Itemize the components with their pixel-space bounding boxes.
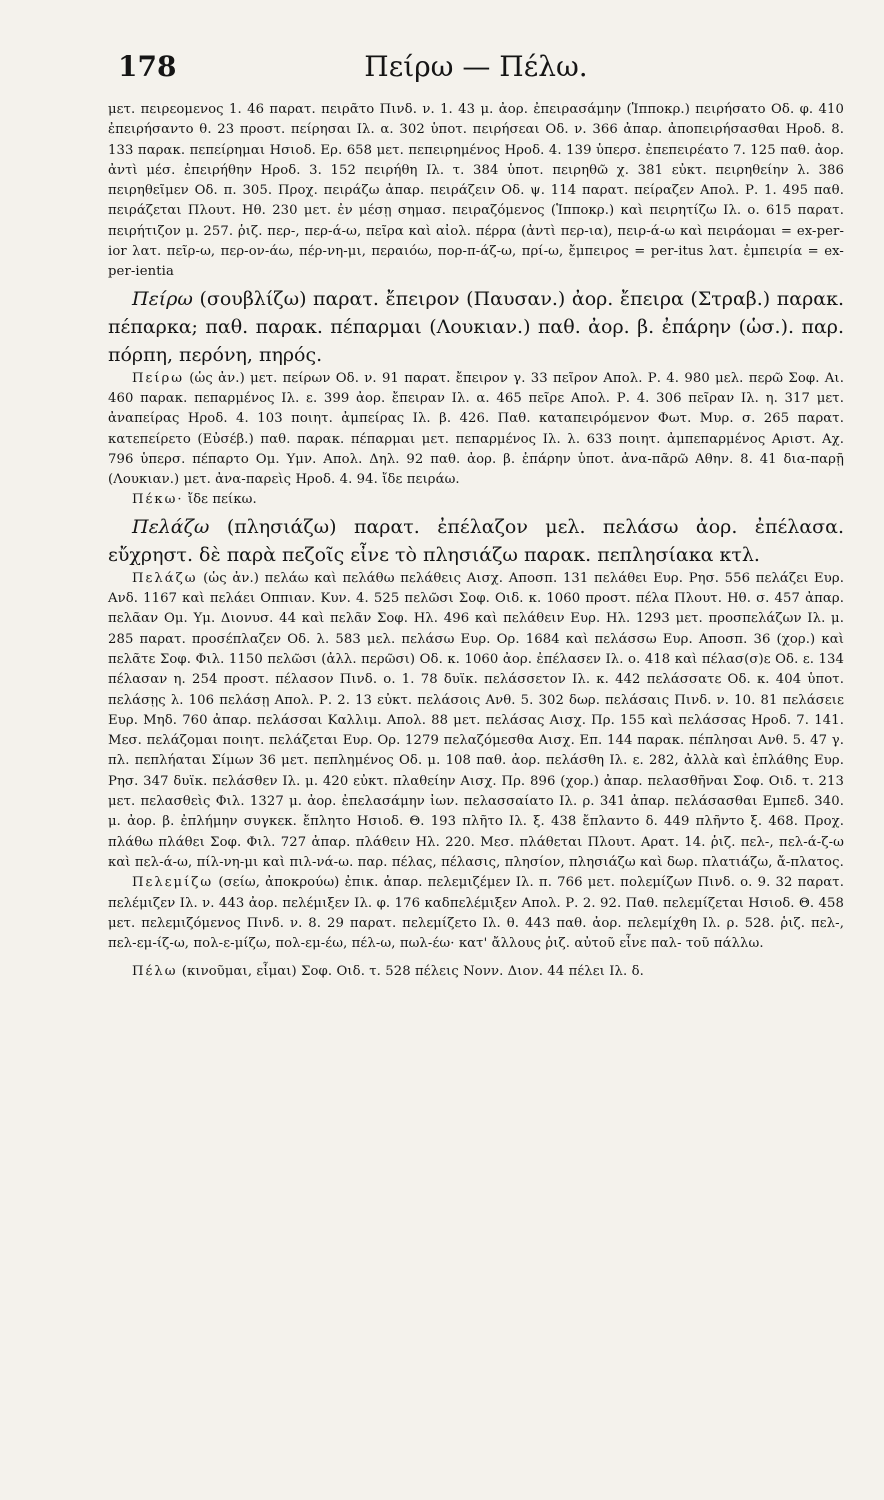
body-text: (ὡς ἀν.) πελάω καὶ πελάθω πελάθεις Αισχ. Αποσπ. 131 πελάθει Ευρ. Ρησ. 556 πελάζει Ευρ. Ανδ. 1167 καὶ πελάει Οππιαν. Κυν. 4. 525 πελῶσι Σοφ. Οιδ. κ. 1060 προστ. πέλα Πλουτ. Ηθ. σ. 457 ἀπαρ. πελᾶαν Ομ. Υμ. Διονυσ. 44 καὶ πελᾶν Σοφ. Ηλ. 496 καὶ πελάθειν Ευρ. Ηλ. 1293 μετ. προσπελάζων Ιλ. μ. 285 παρατ. προσέπλαζεν Οδ. λ. 583 μελ. πελάσω Ευρ. Ορ. 1684 καὶ πελάσσω Ευρ. Αποσπ. 36 (χορ.) καὶ πελᾶτε Σοφ. Φιλ. 1150 πελῶσι (ἀλλ. περῶσι) Οδ. κ. 1060 ἀορ. ἐπέλασεν Ιλ. ο. 418 καὶ πέλασ(σ)ε Οδ. ε. 134 πέλασαν η. 254 προστ. πέλασον Πινδ. ο. 1. 78 δυϊκ. πελάσσετον Ιλ. κ. 442 πελάσσατε Οδ. κ. 404 ὑποτ. πελάσῃς λ. 106 πελάσῃ Απολ. Ρ. 2. 13 εὐκτ. πελάσοις Ανθ. 5. 302 δωρ. πελάσαις Πινδ. ν. 10. 81 πελάσειε Ευρ. Μηδ. 760 ἀπαρ. πελάσσαι Καλλιμ. Απολ. 88 μετ. πελάσας Αισχ. Πρ. 155 καὶ πελάσσας Ηροδ. 7. 141. Μεσ. πελάζομαι ποιητ. πελάζεται Ευρ. Ορ. 1279 πελαζόμεσθα Αισχ. Επ. 144 παρακ. πέπλησαι Ανθ. 5. 47 γ. πλ. πεπλήαται Σίμων 36 μετ. πεπλημένος Οδ. μ. 108 παθ. ἀορ. πελάσθη Ιλ. ε. 282, ἀλλὰ καὶ ἐπλάθης Ευρ. Ρησ. 347 δυϊκ. πελάσθεν Ιλ. μ. 420 εὐκτ. πλαθείην Αισχ. Πρ. 896 (χορ.) ἀπαρ. πελασθῆναι Σοφ. Οιδ. τ. 213 μετ. πελασθεὶς Φιλ. 1327 μ. ἀορ. ἐπελασάμην ἰων. πελασσαίατο Ιλ. ρ. 341 ἀπαρ. πελάσασθαι Εμπεδ. 340. μ. ἀορ. β. ἐπλήμην συγκεκ. ἔπλητο Ησιοδ. Θ. 193 πλῆτο Ιλ. ξ. 438 ἔπλαντο δ. 449 πλῆντο ξ. 468. Προχ. πλάθω πλάθει Σοφ. Φιλ. 727 ἀπαρ. πλάθειν Ηλ. 220. Μεσ. πλάθεται Πλουτ. Αρατ. 14. ῥιζ. πελ-, πελ-ά-ζ-ω καὶ πελ-ά-ω, πίλ-νη-μι καὶ πιλ-νά-ω. παρ. πέλας, πέλασις, πλησίον, πλησιάζω καὶ δωρ. πλατιάζω, ἄ-πλατος. (108, 570, 845, 870)
entry-pelemizo (108, 873, 844, 954)
headword-definition: (σουβλίζω) παρατ. ἔπειρον (Παυσαν.) ἀορ. ἔπειρα (Στραβ.) παρακ. πέπαρκα; παθ. παρακ. πέπαρμαι (Λουκιαν.) παθ. ἀορ. β. ἐπάρην (ὡσ.). παρ. πόρπη, περόνη, πηρός. (108, 287, 845, 366)
body-lemma: Πελάζω (132, 570, 198, 586)
body-lemma: Πέλω (132, 964, 178, 980)
entry-peiro-continuation: μετ. πειρεομενος 1. 46 παρατ. πειρᾶτο Πινδ. ν. 1. 43 μ. ἀορ. ἐπειρασάμην (Ἱπποκρ.) πειρήσατο Οδ. φ. 410 ἐπειρήσαντο θ. 23 προστ. πείρησαι Ιλ. α. 302 ὑποτ. πειρήσεαι Οδ. ν. 366 ἀπαρ. ἀποπειρήσασθαι Ηροδ. 8. 133 παρακ. πεπείρημαι Ησιοδ. Ερ. 658 μετ. πεπειρημένος Ηροδ. 4. 139 ὑπερσ. ἐπεπειρέατο 7. 125 παθ. ἀορ. ἀντὶ μέσ. ἐπειρήθην Ηροδ. 3. 152 πειρήθη Ιλ. τ. 384 ὑποτ. πειρηθῶ χ. 381 εὐκτ. πειρηθείην λ. 386 πειρηθεῖμεν Οδ. π. 305. Προχ. πειράζω ἀπαρ. πειράζειν Οδ. ψ. 114 παρατ. πείραζεν Απολ. Ρ. 1. 495 παθ. πειράζεται Πλουτ. Ηθ. 230 μετ. ἐν μέσῃ σημασ. πειραζόμενος (Ἱπποκρ.) καὶ πειρητίζω Ιλ. ο. 615 παρατ. πειρήτιζον μ. 257. ῥιζ. περ-, περ-ά-ω, πεῖρα καὶ αἰολ. πέρρα (ἀντὶ περ-ια), πειρ-ά-ω καὶ πειράομαι = ex-per-ior λατ. πεῖρ-ω, περ-ον-άω, πέρ-νη-μι, περαιόω, πορ-π-άζ-ω, πρί-ω, ἔμπειρος = per-itus λατ. ἐμπειρία = ex-per-ientia (108, 102, 844, 280)
body-lemma: Πείρω (132, 370, 185, 386)
page-header (108, 50, 844, 100)
body-text: ἴδε πείκω. (187, 492, 257, 508)
body-text: (κινοῦμαι, εἶμαι) Σοφ. Οιδ. τ. 528 πέλεις Νονν. Διον. 44 πέλει Ιλ. δ. (181, 964, 644, 980)
entry-peiro-pierce-body (108, 369, 844, 491)
entry-peiro-pierce-headword (108, 285, 844, 369)
body-lemma: Πελεμίζω (132, 875, 214, 891)
page-number: 178 (118, 50, 177, 83)
body-text: (ὡς ἀν.) μετ. πείρων Οδ. ν. 91 παρατ. ἔπειρον γ. 33 πεῖρον Απολ. Ρ. 4. 980 μελ. περῶ Σοφ. Αι. 460 παρακ. πεπαρμένος Ιλ. ε. 399 ἀορ. ἔπειραν Ιλ. α. 465 πεῖρε Απολ. Ρ. 4. 306 πεῖραν Ιλ. η. 317 μετ. ἀναπείρας Ηροδ. 4. 103 ποιητ. ἀμπείρας Ιλ. β. 426. Παθ. καταπειρόμενον Φωτ. Μυρ. σ. 265 παρατ. κατεπείρετο (Εὐσέβ.) παθ. παρακ. πέπαρμαι μετ. πεπαρμένος Ιλ. λ. 633 ποιητ. ἀμπεπαρμένος Αριστ. Αχ. 796 ὑπερσ. πέπαρτο Ομ. Υμν. Απολ. Δηλ. 92 παθ. ἀορ. β. ἐπάρην ὑποτ. ἀνα-πᾶρῶ Αθην. 8. 41 δια-παρῇ (Λουκιαν.) μετ. ἀνα-παρεὶς Ηροδ. 4. 94. ἴδε πειράω. (108, 370, 844, 488)
entry-peko (108, 490, 844, 510)
running-head: Πείρω — Πέλω. (364, 50, 588, 83)
body-lemma: Πέκω· (132, 492, 184, 508)
body-text: (σείω, ἀποκρούω) ἐπικ. ἀπαρ. πελεμιζέμεν Ιλ. π. 766 μετ. πολεμίζων Πινδ. ο. 9. 32 παρατ. πελέμιζεν Ιλ. ν. 443 ἀορ. πελέμιξεν Ιλ. φ. 176 καδπελέμιξεν Απολ. Ρ. 2. 92. Παθ. πελεμίζεται Ησιοδ. Θ. 458 μετ. πελεμιζόμενος Πινδ. ν. 8. 29 παρατ. πελεμίζετο Ιλ. θ. 443 παθ. ἀορ. πελεμίχθη Ιλ. ρ. 528. ῥιζ. πελ-, πελ-εμ-ίζ-ω, πολ-ε-μίζω, πολ-εμ-έω, πέλ-ω, πωλ-έω· κατ' ἄλλους ῥιζ. αὐτοῦ εἶνε παλ- τοῦ πάλλω. (108, 875, 844, 952)
headword-lemma: Πείρω (132, 287, 193, 310)
entry-pelazo-headword (108, 513, 844, 569)
entry-pelo (108, 962, 844, 982)
entry-pelazo-body (108, 569, 844, 873)
headword-definition: (πλησιάζω) παρατ. ἐπέλαζον μελ. πελάσω ἀορ. ἐπέλασα. εὔχρηστ. δὲ παρὰ πεζοῖς εἶνε τὸ πλησιάζω παρακ. πεπλησίακα κτλ. (108, 515, 844, 566)
headword-lemma: Πελάζω (132, 515, 210, 538)
